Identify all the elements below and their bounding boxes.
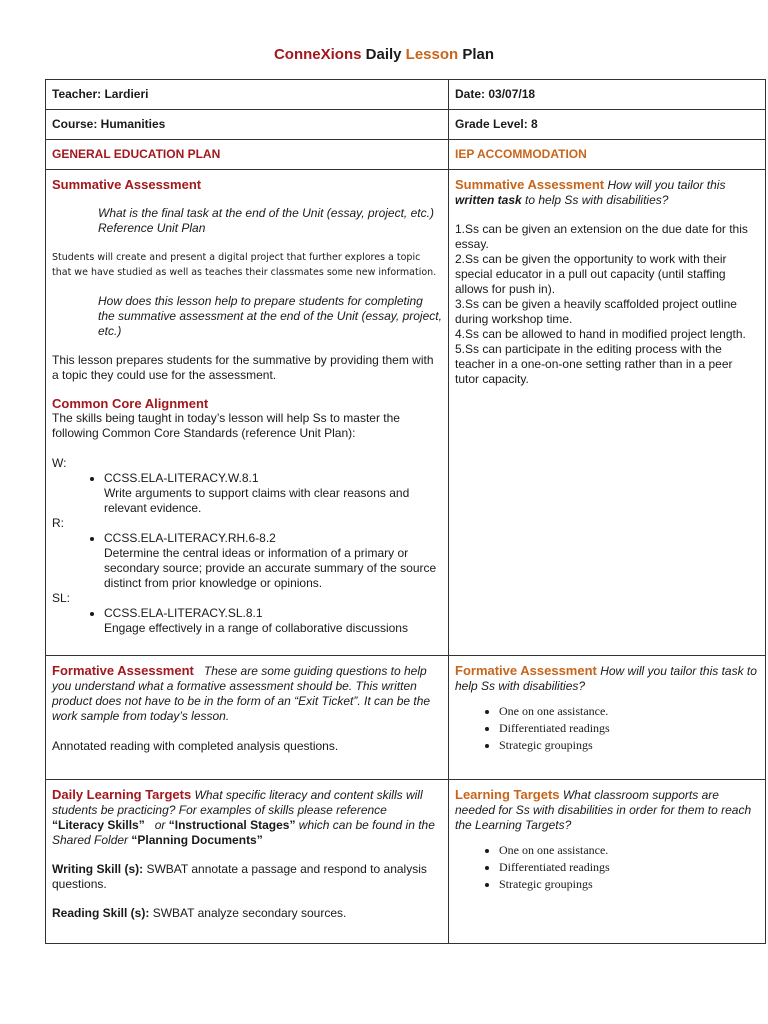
- grade-cell: Grade Level: 8: [449, 110, 766, 140]
- targets-heading: [52, 787, 442, 848]
- iep-summative-item: 5.Ss can participate in the editing process with the teacher in a one-on-one setting rather than in a peer tutor capacity.: [455, 342, 733, 386]
- iep-summative-title: Summative Assessment: [455, 177, 605, 192]
- core-sl-code: CCSS.ELA-LITERACY.SL.8.1: [104, 606, 263, 620]
- iep-summative-list: [455, 222, 759, 387]
- targets-p1: What specific literacy and content skills will students be practicing? For examples of skills please reference: [52, 788, 423, 817]
- general-education-heading: GENERAL EDUCATION PLAN: [46, 140, 449, 170]
- iep-formative-list: [455, 703, 759, 754]
- summative-answer: This lesson prepares students for the summative by providing them with a topic they could use for the assessment.: [52, 353, 434, 382]
- core-w-item: [104, 471, 442, 516]
- targets-or: or: [154, 818, 166, 832]
- core-sl-list: [52, 606, 442, 636]
- core-w-list: [52, 471, 442, 516]
- core-sl-item: [104, 606, 442, 636]
- page-title: [0, 46, 768, 63]
- iep-formative-prompt: How will you tailor this task to help Ss with disabilities?: [455, 664, 757, 693]
- iep-targets-item: • Differentiated readings: [499, 859, 759, 876]
- iep-targets-prompt: What classroom supports are needed for Ss with disabilities in order for them to reach the Learning Targets?: [455, 788, 752, 832]
- reading-skill-label: Reading Skill (s):: [52, 906, 150, 920]
- course-cell: Course: Humanities: [46, 110, 449, 140]
- general-summative-cell: [46, 170, 449, 656]
- iep-formative-item: • One on one assistance.: [499, 703, 759, 720]
- iep-summative-heading: [455, 177, 759, 208]
- iep-summative-cell: [449, 170, 766, 656]
- row-teacher: [46, 80, 766, 110]
- row-summative: [46, 170, 766, 656]
- title-lesson: Lesson: [405, 46, 459, 63]
- title-daily: Daily: [365, 46, 402, 63]
- row-targets: [46, 780, 766, 944]
- summative-title: Summative Assessment: [52, 177, 202, 192]
- iep-summative-item: 4.Ss can be allowed to hand in modified project length.: [455, 327, 746, 341]
- targets-title: Daily Learning Targets: [52, 787, 192, 802]
- iep-targets-title: Learning Targets: [455, 787, 560, 802]
- iep-summative-q-bold: written task: [455, 193, 522, 207]
- date-cell: Date: 03/07/18: [449, 80, 766, 110]
- core-sl-desc: Engage effectively in a range of collaborative discussions: [104, 621, 408, 635]
- iep-targets-heading: [455, 787, 759, 833]
- core-title: Common Core Alignment: [52, 396, 209, 411]
- teacher-cell: Teacher: Lardieri: [46, 80, 449, 110]
- iep-targets-item: • Strategic groupings: [499, 876, 759, 893]
- title-plan: Plan: [462, 46, 495, 63]
- row-course: [46, 110, 766, 140]
- iep-formative-title: Formative Assessment: [455, 663, 597, 678]
- reading-skill: [52, 906, 442, 921]
- general-formative-cell: [46, 656, 449, 780]
- row-sections: [46, 140, 766, 170]
- core-r-item: [104, 531, 442, 591]
- general-targets-cell: [46, 780, 449, 944]
- core-w-code: CCSS.ELA-LITERACY.W.8.1: [104, 471, 259, 485]
- iep-targets-item: • One on one assistance.: [499, 842, 759, 859]
- formative-answer: Annotated reading with completed analysis questions.: [52, 739, 339, 753]
- formative-prompt: These are some guiding questions to help you understand what a formative assessment should be. This written product does not have to be in the form of an “Exit Ticket”. It can be the work sample from today’s lesson.: [52, 664, 431, 723]
- core-w-label: W:: [52, 456, 67, 470]
- iep-summative-q2: to help Ss with disabilities?: [525, 193, 669, 207]
- row-formative: [46, 656, 766, 780]
- core-r-list: [52, 531, 442, 591]
- title-connexions: ConneXions: [273, 46, 362, 63]
- writing-skill-text: SWBAT annotate a passage and respond to analysis questions.: [52, 862, 427, 891]
- writing-skill-label: Writing Skill (s):: [52, 862, 144, 876]
- core-r-code: CCSS.ELA-LITERACY.RH.6-8.2: [104, 531, 276, 545]
- targets-instructional-stages: “Instructional Stages”: [168, 818, 296, 832]
- summative-prompt-1: What is the final task at the end of the Unit (essay, project, etc.) Reference Unit Plan: [98, 206, 434, 235]
- summative-prompt-2: How does this lesson help to prepare students for completing the summative assessment at the end of the Unit (essay, project, etc.): [98, 294, 442, 338]
- core-sl-label: SL:: [52, 591, 71, 605]
- core-r-label: R:: [52, 516, 64, 530]
- iep-formative-heading: [455, 663, 759, 694]
- core-w-desc: Write arguments to support claims with clear reasons and relevant evidence.: [104, 486, 410, 515]
- reading-skill-text: SWBAT analyze secondary sources.: [152, 906, 347, 920]
- iep-summative-item: 3.Ss can be given a heavily scaffolded project outline during workshop time.: [455, 297, 737, 326]
- lesson-plan-table: [45, 79, 766, 944]
- iep-summative-item: 2.Ss can be given the opportunity to work with their special educator in a pull out capacity (until staffing allows for push in).: [455, 252, 727, 296]
- writing-skill: [52, 862, 442, 892]
- core-r-desc: Determine the central ideas or information of a primary or secondary source; provide an accurate summary of the source distinct from prior knowledge or opinions.: [104, 546, 437, 590]
- formative-title: Formative Assessment: [52, 663, 194, 678]
- iep-formative-item: • Strategic groupings: [499, 737, 759, 754]
- iep-targets-cell: [449, 780, 766, 944]
- targets-planning-documents: “Planning Documents”: [131, 833, 263, 847]
- iep-summative-item: 1.Ss can be given an extension on the due date for this essay.: [455, 222, 748, 251]
- core-intro: The skills being taught in today’s lesson will help Ss to master the following Common Core Standards (reference Unit Plan):: [52, 411, 400, 440]
- iep-accommodation-heading: IEP ACCOMMODATION: [449, 140, 766, 170]
- summative-student-text: Students will create and present a digital project that further explores a topic that we have studied as well as teaches their classmates some new information.: [52, 252, 437, 278]
- formative-heading: [52, 663, 442, 724]
- targets-p2: which can be found in the Shared Folder: [52, 818, 435, 847]
- iep-formative-cell: [449, 656, 766, 780]
- iep-targets-list: [455, 842, 759, 893]
- iep-formative-item: • Differentiated readings: [499, 720, 759, 737]
- targets-literacy-skills: “Literacy Skills”: [52, 818, 145, 832]
- iep-summative-q1: How will you tailor this: [607, 178, 726, 192]
